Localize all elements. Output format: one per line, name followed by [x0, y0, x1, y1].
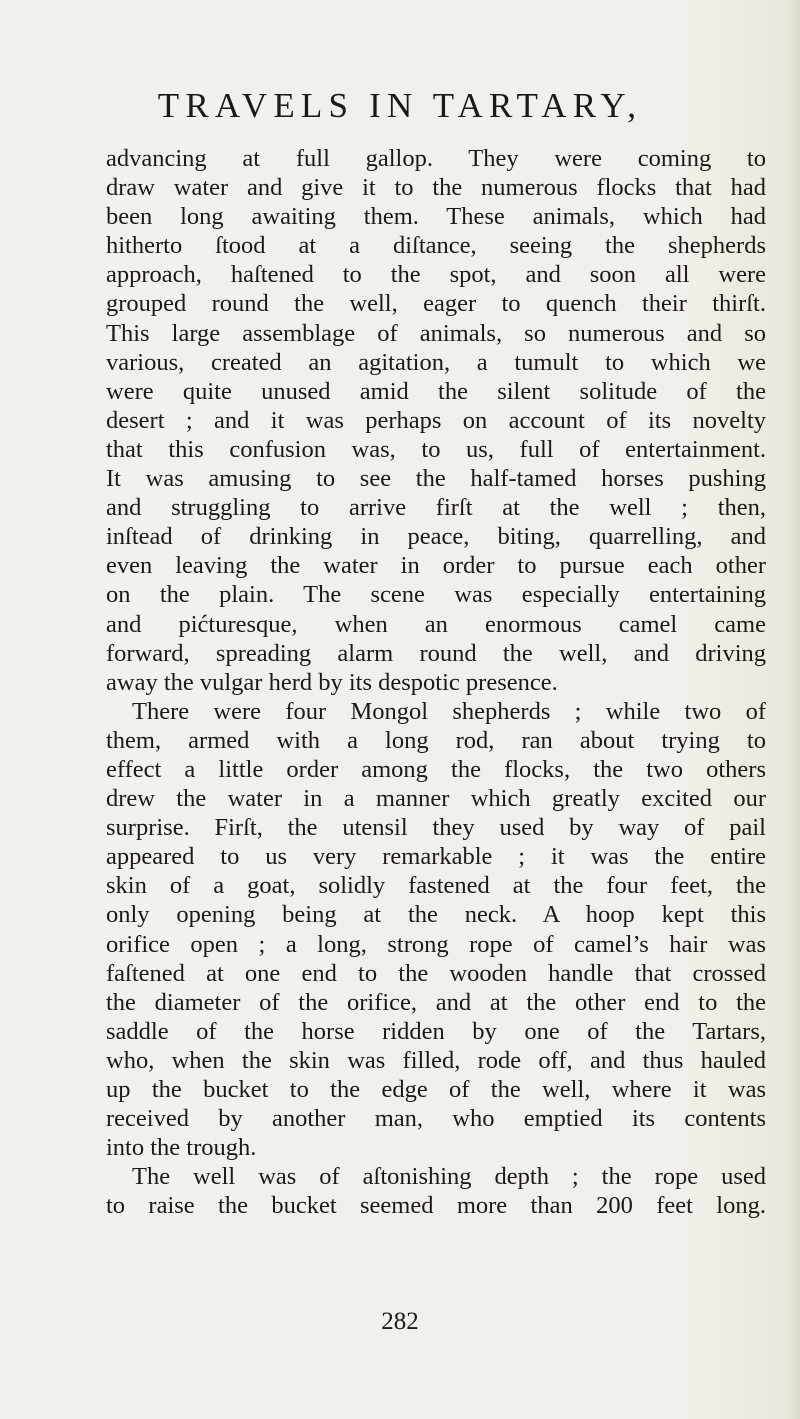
text-line: effect a little order among the flocks, the two others — [106, 755, 766, 783]
text-line: and struggling to arrive firſt at the well ; then, — [106, 494, 766, 522]
text-line: hitherto ſtood at a diſtance, seeing the shepherds — [106, 232, 766, 260]
text-line: to raise the bucket seemed more than 200 feet long. — [106, 1192, 766, 1220]
text-line: even leaving the water in order to pursue each other — [106, 552, 766, 580]
text-line: advancing at full gallop. They were coming to — [106, 145, 766, 172]
text-line: received by another man, who emptied its contents — [106, 1105, 766, 1133]
text-line: grouped round the well, eager to quench their thirſt. — [106, 290, 766, 318]
text-line: who, when the skin was filled, rode off, and thus hauled — [106, 1046, 766, 1074]
text-line: only opening being at the neck. A hoop kept this — [106, 901, 766, 929]
paragraph-end-line: away the vulgar herd by its despotic presence. — [106, 668, 558, 696]
text-line: the diameter of the orifice, and at the other end to the — [106, 988, 766, 1016]
paragraph-start-line: There were four Mongol shepherds ; while two of — [132, 697, 766, 725]
text-line: been long awaiting them. These animals, which had — [106, 203, 766, 231]
text-line: orifice open ; a long, strong rope of camel’s hair was — [106, 930, 766, 958]
page-edge-shadow — [786, 0, 800, 1419]
text-line: drew the water in a manner which greatly excited our — [106, 785, 766, 813]
running-head: TRAVELS IN TARTARY, — [157, 86, 643, 125]
text-line: and pićturesque, when an enormous camel came — [106, 610, 766, 638]
text-line: that this confusion was, to us, full of entertainment. — [106, 435, 766, 463]
text-line: This large assemblage of animals, so numerous and so — [106, 319, 766, 347]
text-line: desert ; and it was perhaps on account of its novelty — [106, 406, 766, 434]
text-line: them, armed with a long rod, ran about trying to — [106, 726, 766, 754]
text-line: It was amusing to see the half-tamed horses pushing — [106, 465, 766, 493]
page-number: 282 — [381, 1308, 419, 1335]
text-line: skin of a goat, solidly fastened at the four feet, the — [106, 872, 766, 900]
text-line: forward, spreading alarm round the well, and driving — [106, 639, 766, 667]
text-line: saddle of the horse ridden by one of the Tartars, — [106, 1017, 766, 1045]
paragraph-end-line: into the trough. — [106, 1134, 257, 1162]
body-text — [106, 144, 766, 1220]
text-line: draw water and give it to the numerous flocks that had — [106, 174, 766, 202]
text-line: various, created an agitation, a tumult to which we — [106, 348, 766, 376]
text-line: on the plain. The scene was especially entertaining — [106, 581, 766, 609]
text-line: faſtened at one end to the wooden handle that crossed — [106, 959, 766, 987]
text-line: were quite unused amid the silent solitude of the — [106, 377, 766, 405]
text-line: surprise. Firſt, the utensil they used by way of pail — [106, 814, 766, 842]
text-line: approach, haſtened to the spot, and soon all were — [106, 261, 766, 289]
text-line: appeared to us very remarkable ; it was the entire — [106, 843, 766, 871]
paragraph-start-line: The well was of aſtonishing depth ; the rope used — [132, 1163, 766, 1191]
text-line: inſtead of drinking in peace, biting, quarrelling, and — [106, 523, 766, 551]
text-line: up the bucket to the edge of the well, where it was — [106, 1076, 766, 1103]
